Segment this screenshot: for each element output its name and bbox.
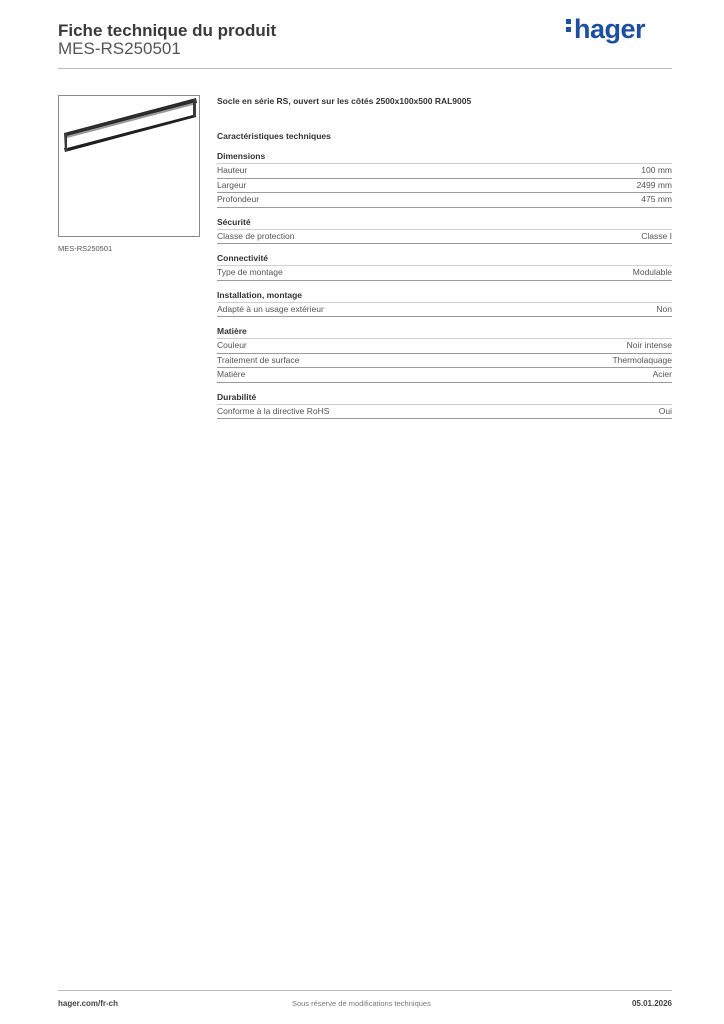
spec-group-title: Installation, montage <box>217 289 672 303</box>
spec-row <box>217 193 672 208</box>
spec-label: Matière <box>217 369 246 379</box>
spec-row <box>217 230 672 245</box>
image-caption: MES-RS250501 <box>58 244 113 253</box>
spec-group <box>217 391 672 420</box>
spec-label: Type de montage <box>217 267 283 277</box>
spec-value: 2499 mm <box>636 179 672 190</box>
logo-text: hager <box>574 14 646 44</box>
spec-label: Classe de protection <box>217 230 295 241</box>
spec-value: Noir intense <box>626 340 672 350</box>
spec-group <box>217 216 672 245</box>
footer-date: 05.01.2026 <box>631 999 672 1008</box>
spec-value: 475 mm <box>641 194 672 204</box>
spec-label: Traitement de surface <box>217 354 300 365</box>
spec-value: Non <box>656 303 672 314</box>
spec-group <box>217 325 672 383</box>
spec-group-title: Durabilité <box>217 391 672 405</box>
spec-row <box>217 354 672 369</box>
spec-value: Acier <box>652 369 672 379</box>
product-code: MES-RS250501 <box>58 39 181 58</box>
spec-row <box>217 303 672 318</box>
spec-group-title: Connectivité <box>217 252 672 266</box>
section-heading: Caractéristiques techniques <box>217 131 331 141</box>
hager-logo <box>566 14 645 45</box>
product-frame-icon <box>59 96 199 236</box>
product-image <box>58 95 200 237</box>
spec-label: Adapté à un usage extérieur <box>217 303 324 314</box>
spec-groups <box>217 150 672 419</box>
spec-group-title: Sécurité <box>217 216 672 230</box>
spec-label: Largeur <box>217 179 247 190</box>
spec-row <box>217 179 672 194</box>
spec-value: Modulable <box>632 267 672 277</box>
spec-label: Couleur <box>217 340 247 350</box>
footer-website: hager.com/fr-ch <box>58 999 119 1008</box>
spec-value: 100 mm <box>641 165 672 175</box>
spec-label: Profondeur <box>217 194 260 204</box>
spec-row <box>217 164 672 179</box>
spec-row <box>217 266 672 281</box>
spec-group <box>217 289 672 318</box>
spec-row <box>217 405 672 420</box>
footer-notice: Sous réserve de modifications techniques <box>292 999 431 1008</box>
header-divider <box>58 68 672 69</box>
footer-divider <box>58 990 672 991</box>
spec-group-title: Matière <box>217 325 672 339</box>
spec-row <box>217 339 672 354</box>
spec-content <box>217 95 672 427</box>
product-title: Socle en série RS, ouvert sur les côtés 2500x100x500 RAL9005 <box>217 96 472 106</box>
spec-group <box>217 252 672 281</box>
spec-value: Classe I <box>641 230 672 241</box>
spec-group-title: Dimensions <box>217 150 672 164</box>
spec-value: Oui <box>658 405 672 416</box>
spec-value: Thermolaquage <box>612 354 672 365</box>
logo-dots-icon <box>566 16 572 35</box>
spec-row <box>217 368 672 383</box>
spec-label: Conforme à la directive RoHS <box>217 405 330 416</box>
spec-label: Hauteur <box>217 165 248 175</box>
page-title: Fiche technique du produit <box>58 21 277 40</box>
spec-group <box>217 150 672 208</box>
